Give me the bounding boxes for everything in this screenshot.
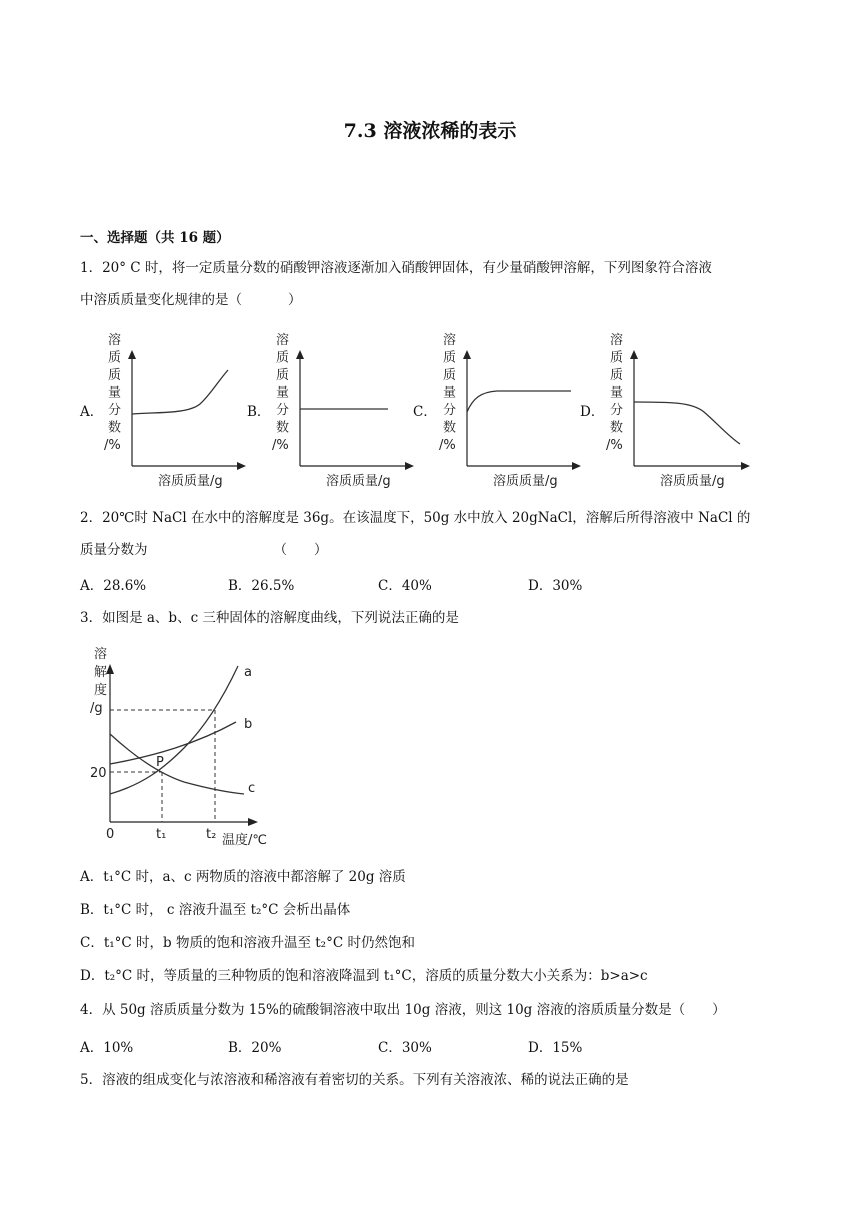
graph-ylabel-char: 质	[276, 350, 290, 366]
q1-graph-d	[600, 328, 760, 488]
graph-ylabel-char: 溶	[610, 333, 624, 348]
graph-ylabel-char: 质	[108, 368, 122, 383]
graph-c-curve	[467, 391, 571, 412]
graph-ylabel-char: /%	[606, 438, 623, 453]
q1-stem-line2: 中溶质质量变化规律的是（ ）	[80, 292, 302, 308]
q1-option-c-label: C．	[413, 404, 437, 420]
q3-option-a[interactable]: A．t₁°C 时，a、c 两物质的溶液中都溶解了 20g 溶质	[80, 869, 406, 885]
q1-graph-c	[433, 328, 583, 488]
q2-stem-line1: 2．20℃时 NaCl 在水中的溶解度是 36g。在该温度下，50g 水中放入 20gNaCl，溶解后所得溶液中 NaCl 的	[80, 510, 751, 526]
q4-option-b[interactable]: B．20%	[228, 1040, 282, 1056]
q3-curve-c	[110, 734, 244, 794]
q3-y-tick-20: 20	[90, 766, 107, 781]
graph-ylabel-char: 溶	[443, 333, 457, 348]
q3-curve-a-label: a	[244, 665, 252, 680]
graph-a-curve	[132, 370, 228, 414]
q3-ylabel-4: /g	[90, 701, 103, 716]
graph-b-ylabel	[272, 332, 289, 453]
graph-ylabel-char: 质	[610, 368, 624, 383]
graph-d-xlabel: 溶质质量/g	[660, 474, 725, 488]
q5-stem: 5．溶液的组成变化与浓溶液和稀溶液有着密切的关系。下列有关溶液浓、稀的说法正确的是	[80, 1072, 629, 1088]
graph-ylabel-char: 数	[108, 420, 122, 436]
q3-x-tick-t1: t₁	[156, 827, 167, 842]
q1-option-b-label: B．	[247, 404, 271, 420]
q3-point-p-label: P	[156, 755, 164, 770]
q1-stem-line1: 1．20° C 时，将一定质量分数的硝酸钾溶液逐渐加入硝酸钾固体，有少量硝酸钾溶解，下列图象符合溶液	[80, 260, 712, 276]
graph-ylabel-char: 溶	[276, 333, 290, 348]
graph-c-ylabel	[439, 332, 456, 453]
graph-ylabel-char: 量	[108, 385, 122, 401]
q2-option-d[interactable]: D．30%	[528, 578, 583, 594]
q4-option-c[interactable]: C．30%	[378, 1040, 432, 1056]
section-header: 一、选择题（共 16 题）	[80, 230, 230, 246]
graph-ylabel-char: 质	[276, 368, 290, 383]
graph-ylabel-char: 量	[610, 385, 624, 401]
q3-origin-label: 0	[106, 827, 115, 842]
q2-stem-line2: 质量分数为 （ ）	[80, 542, 328, 558]
q1-graph-a	[98, 328, 248, 488]
q1-option-d-label: D．	[580, 404, 605, 420]
page-title: 7.3 溶液浓稀的表示	[343, 120, 517, 142]
graph-ylabel-char: 分	[443, 403, 457, 418]
q3-x-tick-t2: t₂	[206, 827, 217, 842]
q3-option-c[interactable]: C．t₁°C 时，b 物质的饱和溶液升温至 t₂°C 时仍然饱和	[80, 935, 415, 951]
graph-ylabel-char: /%	[104, 438, 121, 453]
graph-d-ylabel	[606, 332, 623, 453]
graph-ylabel-char: 量	[276, 385, 290, 401]
q3-ylabel-2: 解	[94, 665, 108, 680]
graph-b-xlabel: 溶质质量/g	[326, 474, 391, 488]
q3-option-d[interactable]: D．t₂°C 时，等质量的三种物质的饱和溶液降温到 t₁°C，溶质的质量分数大小关系为：b>a>c	[80, 968, 648, 984]
q3-xlabel: 温度/℃	[222, 833, 267, 848]
q4-option-a[interactable]: A．10%	[80, 1040, 134, 1056]
graph-ylabel-char: 分	[108, 403, 122, 418]
q3-option-b[interactable]: B．t₁°C 时， c 溶液升温至 t₂°C 会析出晶体	[80, 902, 351, 918]
graph-ylabel-char: 分	[610, 403, 624, 418]
q1-option-a-label: A．	[80, 404, 104, 420]
graph-ylabel-char: 数	[276, 420, 290, 436]
graph-ylabel-char: /%	[439, 438, 456, 453]
graph-c-xlabel: 溶质质量/g	[493, 474, 558, 488]
graph-ylabel-char: 量	[443, 385, 457, 401]
graph-ylabel-char: 质	[108, 350, 122, 366]
q3-curve-c-label: c	[248, 781, 256, 796]
graph-ylabel-char: 溶	[108, 333, 122, 348]
q2-option-c[interactable]: C．40%	[378, 578, 432, 594]
graph-ylabel-char: 数	[610, 420, 624, 436]
graph-a-xlabel: 溶质质量/g	[158, 474, 223, 488]
q1-graph-b	[266, 328, 416, 488]
graph-ylabel-char: 质	[443, 350, 457, 366]
graph-ylabel-char: 质	[610, 350, 624, 366]
q3-solubility-chart	[84, 644, 284, 850]
q3-stem: 3．如图是 a、b、c 三种固体的溶解度曲线，下列说法正确的是	[80, 610, 459, 626]
q2-option-b[interactable]: B．26.5%	[228, 578, 295, 594]
q3-ylabel-3: 度	[94, 683, 108, 698]
graph-ylabel-char: 质	[443, 368, 457, 383]
q3-curve-b-label: b	[244, 717, 253, 732]
q4-option-d[interactable]: D．15%	[528, 1040, 583, 1056]
graph-a-ylabel	[104, 332, 121, 453]
graph-ylabel-char: /%	[272, 438, 289, 453]
q2-option-a[interactable]: A．28.6%	[80, 578, 147, 594]
graph-ylabel-char: 分	[276, 403, 290, 418]
q4-stem: 4．从 50g 溶质质量分数为 15%的硫酸铜溶液中取出 10g 溶液，则这 10g 溶液的溶质质量分数是（ ）	[80, 1002, 726, 1018]
graph-ylabel-char: 数	[443, 420, 457, 436]
q3-curve-a	[110, 666, 238, 794]
q3-ylabel-1: 溶	[94, 647, 108, 662]
graph-d-curve	[634, 402, 740, 444]
